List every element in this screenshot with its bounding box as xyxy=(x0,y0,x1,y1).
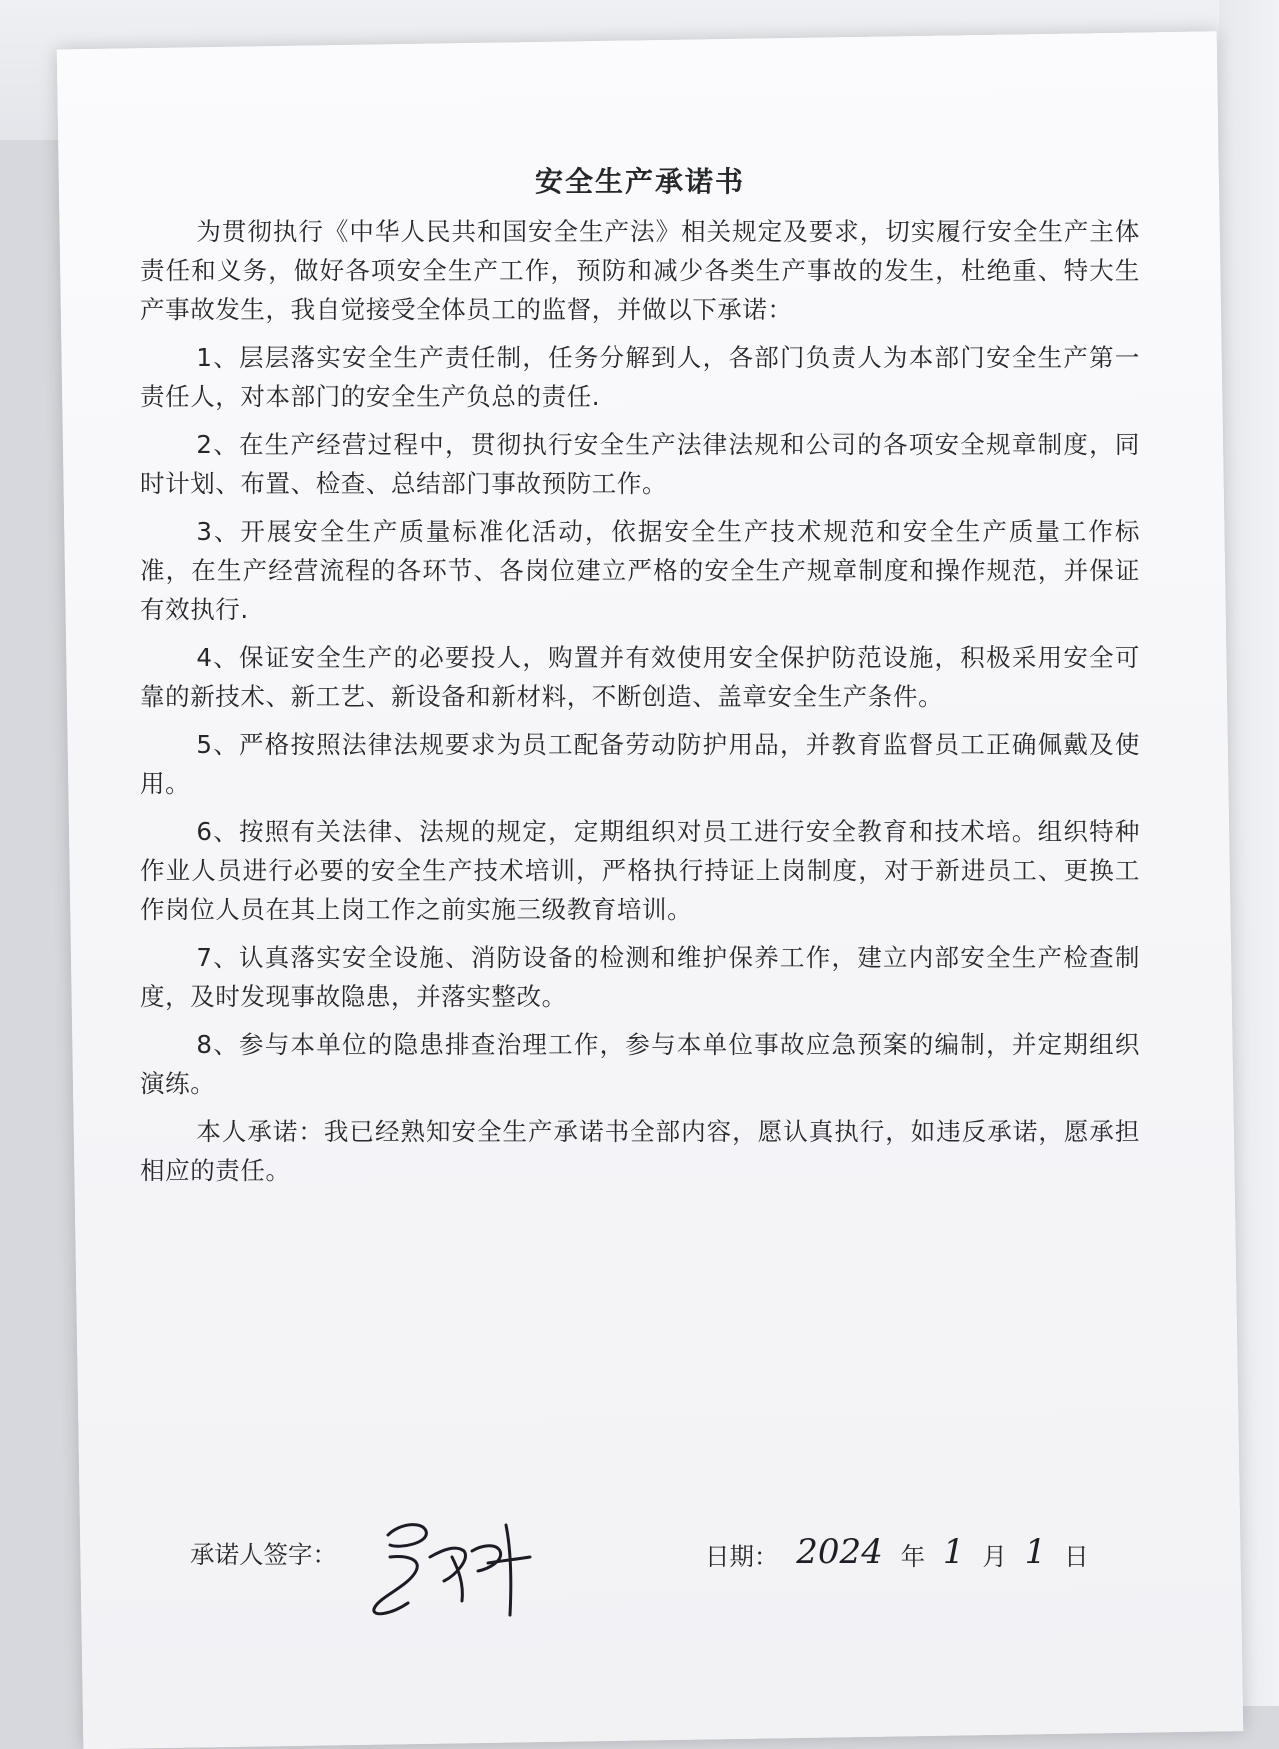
intro-paragraph: 为贯彻执行《中华人民共和国安全生产法》相关规定及要求，切实履行安全生产主体责任和义务，做好各项安全生产工作，预防和减少各类生产事故的发生，杜绝重、特大生产事故发生，我自觉接受全体员工的监督，并做以下承诺： xyxy=(140,217,1140,324)
commitment-item-1: 1、层层落实安全生产责任制，任务分解到人，各部门负责人为本部门安全生产第一责任人，对本部门的安全生产负总的责任. xyxy=(140,343,1140,411)
signature-row xyxy=(190,1532,1090,1655)
date-year-handwritten: 2024 xyxy=(796,1532,883,1572)
date-day-handwritten: 1 xyxy=(1024,1532,1047,1572)
date-block xyxy=(705,1532,1089,1576)
date-month-unit: 月 xyxy=(982,1542,1007,1571)
commitment-item-4: 4、保证安全生产的必要投人，购置并有效使用安全保护防范设施，积极采用安全可靠的新技术、新工艺、新设备和新材料，不断创造、盖章安全生产条件。 xyxy=(140,643,1140,711)
commitment-item-5: 5、严格按照法律法规要求为员工配备劳动防护用品，并教育监督员工正确佩戴及使用。 xyxy=(140,730,1140,798)
document-body xyxy=(140,160,1140,1199)
commitment-item-6: 6、按照有关法律、法规的规定，定期组织对员工进行安全教育和技术培。组织特种作业人员进行必要的安全生产技术培训，严格执行持证上岗制度，对于新进员工、更换工作岗位人员在其上岗工作之前实施三级教育培训。 xyxy=(140,817,1140,924)
commitment-item-7: 7、认真落实安全设施、消防设备的检测和维护保养工作，建立内部安全生产检查制度，及时发现事故隐患，并落实整改。 xyxy=(140,943,1140,1011)
personal-pledge: 本人承诺：我已经熟知安全生产承诺书全部内容，愿认真执行，如违反承诺，愿承担相应的责任。 xyxy=(140,1117,1140,1185)
date-label: 日期： xyxy=(705,1542,779,1571)
commitment-item-2: 2、在生产经营过程中，贯彻执行安全生产法律法规和公司的各项安全规章制度，同时计划、布置、检查、总结部门事故预防工作。 xyxy=(140,430,1140,498)
date-month-handwritten: 1 xyxy=(942,1532,965,1572)
date-year-unit: 年 xyxy=(900,1542,926,1571)
commitment-item-8: 8、参与本单位的隐患排查治理工作，参与本单位事故应急预案的编制，并定期组织演练。 xyxy=(140,1030,1140,1098)
date-day-unit: 日 xyxy=(1064,1542,1089,1571)
document-title: 安全生产承诺书 xyxy=(534,165,745,198)
handwritten-signature xyxy=(360,1505,560,1625)
signature-label: 承诺人签字： xyxy=(190,1540,337,1569)
commitment-item-3: 3、开展安全生产质量标准化活动，依据安全生产技术规范和安全生产质量工作标准，在生产经营流程的各环节、各岗位建立严格的安全生产规章制度和操作规范，并保证有效执行. xyxy=(140,517,1140,624)
